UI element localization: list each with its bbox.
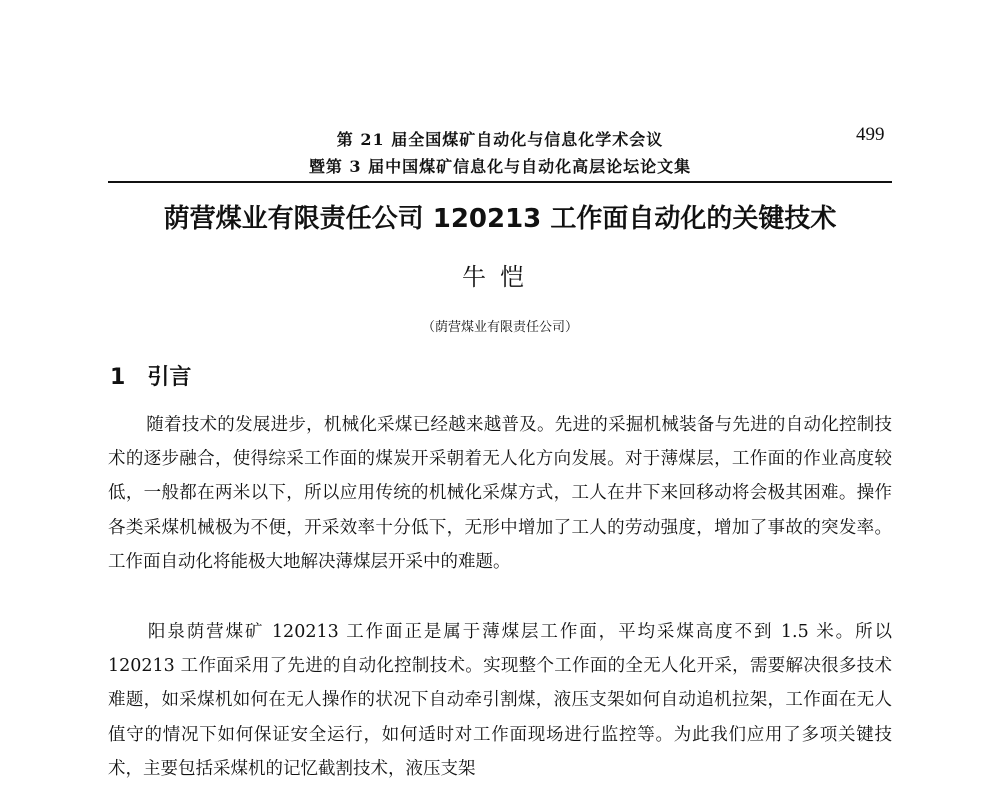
section-number: 1 xyxy=(110,365,126,390)
paragraph xyxy=(108,615,892,786)
running-header-line2: 暨第 3 届中国煤矿信息化与自动化高层论坛论文集 xyxy=(308,157,692,176)
paragraph-text: 随着技术的发展进步，机械化采煤已经越来越普及。先进的采掘机械装备与先进的自动化控制技术的逐步融合，使得综采工作面的煤炭开采朝着无人化方向发展。对于薄煤层，工作面的作业高度较低，一般都在两米以下，所以应用传统的机械化采煤方式，工人在井下来回移动将会极其困难。操作各类采煤机械极为不便，开采效率十分低下，无形中增加了工人的劳动强度，增加了事故的突发率。工作面自动化将能极大地解决薄煤层开采中的难题。 xyxy=(108,415,892,572)
author: 牛恺 xyxy=(462,263,538,291)
paper-title: 荫营煤业有限责任公司 120213 工作面自动化的关键技术 xyxy=(163,204,837,234)
header-rule xyxy=(108,181,892,183)
paragraph xyxy=(108,408,892,579)
running-header-line1: 第 21 届全国煤矿自动化与信息化学术会议 xyxy=(336,130,664,149)
page-number: 499 xyxy=(856,124,885,145)
paragraph-text: 阳泉荫营煤矿 120213 工作面正是属于薄煤层工作面，平均采煤高度不到 1.5 米。所以 120213 工作面采用了先进的自动化控制技术。实现整个工作面的全无人化开采，需要解决很多技术难题，如采煤机如何在无人操作的状况下自动牵引割煤，液压支架如何自动追机拉架，工作面在无人值守的情况下如何保证安全运行，如何适时对工作面现场进行监控等。为此我们应用了多项关键技术，主要包括采煤机的记忆截割技术，液压支架 xyxy=(108,622,892,779)
section-title: 引言 xyxy=(147,365,192,390)
affiliation: （荫营煤业有限责任公司） xyxy=(421,320,578,335)
section-heading xyxy=(110,360,191,391)
